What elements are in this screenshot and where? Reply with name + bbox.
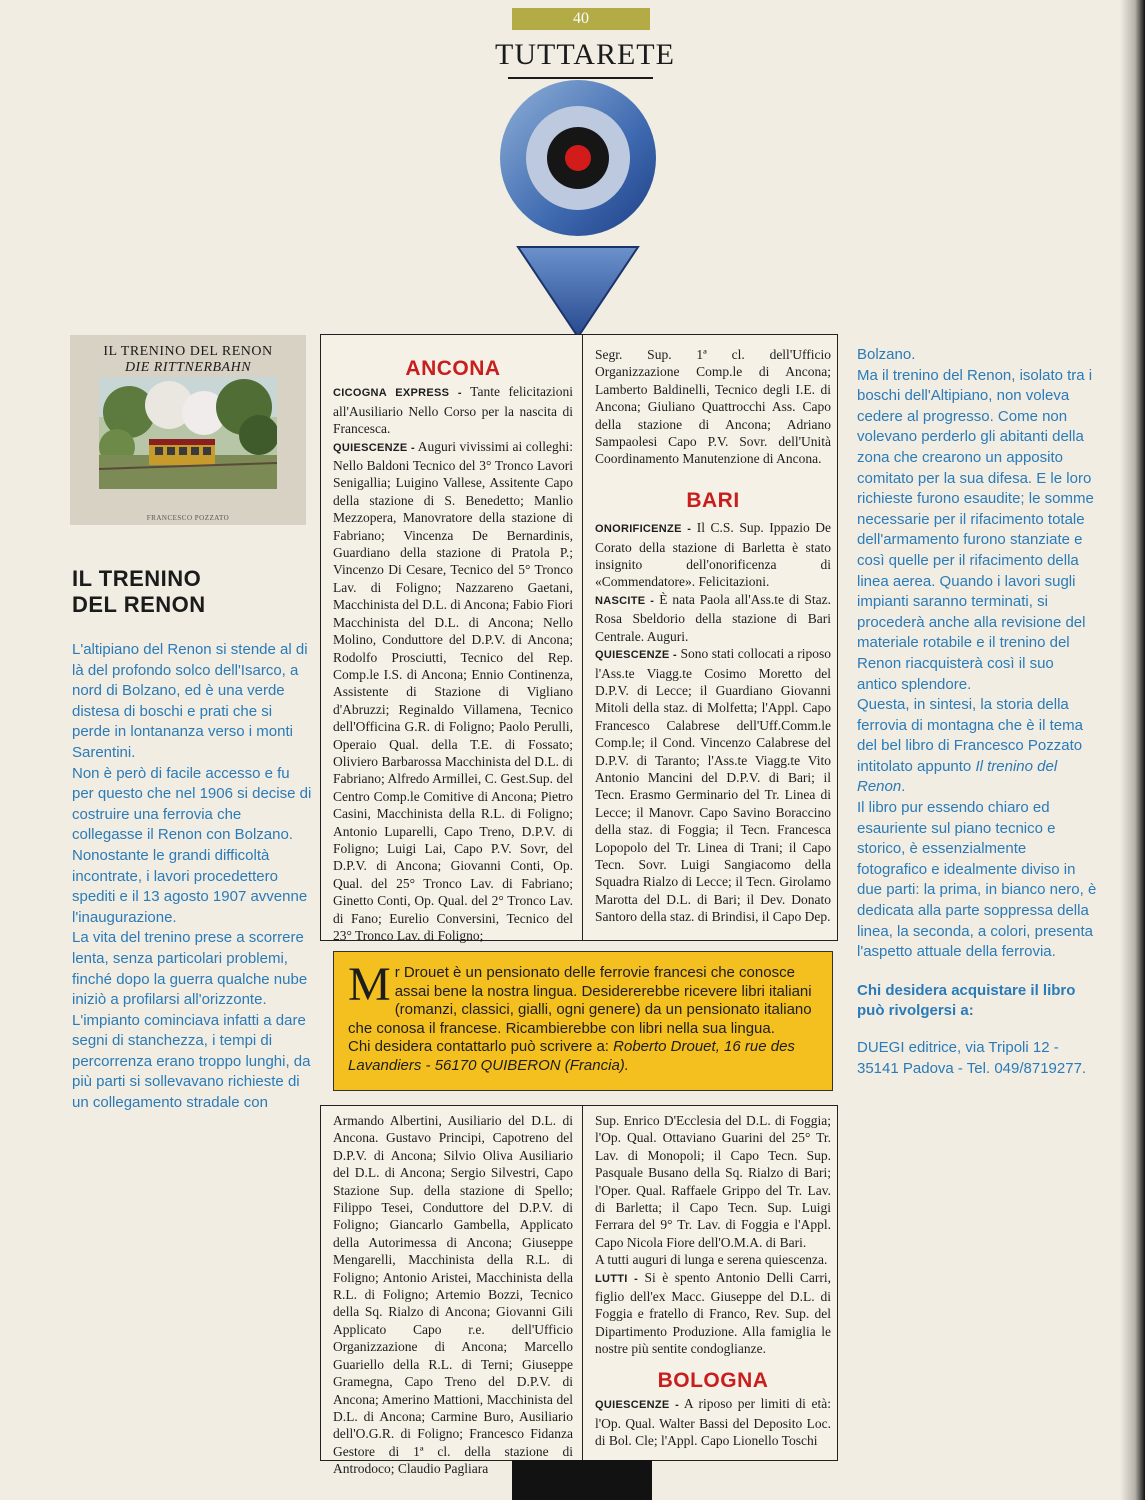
- article-title: [72, 566, 312, 618]
- article-paragraph: L'altipiano del Renon si stende al di là del profondo solco dell'Isarco, a nord di Bolzano, ed è una verde distesa di boschi e prati che si perde in lontananza verso i monti Sarentini.: [72, 641, 308, 761]
- article-paragraph: Il libro pur essendo chiaro ed esauriente sul piano tecnico e storico, è essenzialmente fotografico e idealmente diviso in due parti: la prima, in bianco nero, è dedicata alla parte soppressa della linea, la seconda, a colori, presenta l'aspetto attuale della ferrovia.: [857, 799, 1097, 961]
- news-column-3: [333, 1112, 573, 1478]
- news-column-1: [333, 357, 573, 944]
- reader-notice: [333, 951, 833, 1091]
- article-text: Questa, in sintesi, la storia della ferrovia di montagna che è il tema del bel libro di Francesco Pozzato intitolato appunto: [857, 696, 1083, 775]
- article-title-line-1: IL TRENINO: [72, 566, 202, 591]
- city-heading-bari: BARI: [686, 488, 740, 512]
- news-keyword: ONORIFICENZE -: [595, 523, 692, 536]
- notice-contact: Chi desidera contattarlo può scrivere a:: [348, 1038, 614, 1055]
- news-text: Tante felicitazioni all'Ausiliario Nello Corso per la nascita di Francesca.: [333, 384, 573, 437]
- article-paragraph: Non è però di facile accesso e fu per questo che nel 1906 si decise di costruire una ferrovia che collegasse il Renon con Bolzano. Nonostante le grandi difficoltà incontrate, i lavori procedettero spediti e il 13 agosto 1907 avvenne l'inaugurazione.: [72, 764, 312, 926]
- signal-triangle: [518, 247, 638, 337]
- article-text: .: [901, 778, 906, 796]
- news-item: [595, 1395, 831, 1449]
- news-item: Segr. Sup. 1ª cl. dell'Ufficio Organizzazione Comp.le di Ancona; Lamberto Baldinelli, Tecnico degli I.E. di Ancona; Giuliano Quattrocchi Ass. Capo della stazione di Ancona; Adriano Sampaolesi Capo P.V. Sovr. dell'Unità Coordinamento Manutenzione di Ancona.: [595, 347, 831, 467]
- rail-signal-graphic: [480, 75, 670, 345]
- section-title: TUTTARETE: [495, 38, 675, 71]
- news-text: Sono stati collocati a riposo l'Ass.te Viagg.te Cosimo Moretto del D.P.V. di Lecce; il Guardiano Giovanni Mitoli della staz. di Molfetta; l'Appl. Capo Francesco Calabrese dell'Uff.Comm.le Comp.le; il Cond. Vincenzo Calabrese del D.P.V. di Taranto; l'Ass.te Viagg.te Vito Antonio Mancini del D.P.V. di Bari; il Tecn. Erasmo Germinario del Tr. Linea di Lecce; il Manovr. Capo Savino Boraccino della staz. di Foggia; il Tecn. Francesca Lopopolo del Tr. Linea di Trani; il Capo Tecn. Sovr. Luigi Sangiacomo della Squadra Rialzo di Lecce; il Tecn. Girolamo Marotta del D.L. di Bari; il Dev. Donato Santoro della staz. di Brindisi, il Capo Dep.: [595, 646, 831, 925]
- photo-caption-title: IL TRENINO DEL RENON: [103, 344, 273, 359]
- news-text: Auguri vivissimi ai colleghi: Nello Baldoni Tecnico del 3° Tronco Lavori Senigallia; Luigino Vallese, Assitente Capo della stazione di S. Benedetto; Manlio Mezzopera, Manovratore della stazione di Fabriano; Vincenza De Bernardinis, Guardiano della stazione di Pratola P.; Vincenzo Di Cesare, Tecnico del 5° Tronco Lav. di Foligno; Nazzareno Gaetani, Macchinista del D.L. di Ancona; Fabio Fiori Macchinista del D.L. di Ancona; Nello Molino, Conduttore del D.P.V. di Ancona; Rodolfo Prosciutti, Tecnico del Rep. Comp.le I.S. di Ancona; Ennio Continenza, Assistente di Stazione di Vigliano d'Abruzzi; Reginaldo Villamena, Tecnico dell'Officina G.R. di Foligno; Paolo Perulli, Operaio Qual. della T.E. di Fossato; Oliviero Barbarossa Macchinista del D.L. di Fabriano; Alfredo Armillei, C. Gest.Sup. del Centro Comp.le Comitive di Ancona; Pietro Casini, Macchinista della R.L. di Foligno; Antonio Luparelli, Capo Treno, D.P.V. di Foligno; Luigi Lai, Capo P.V. Sovr, del D.P.V. di Ancona; Giovanni Conti, Op. Qual. del 25° Tronco Lav. di Fabriano; Ginetto Conti, Op. Qual. del 2° Tronco Lav. di Fano; Eurelio Conversini, Tecnico del 23° Tronco Lav. di Foligno;: [333, 438, 573, 943]
- column-divider: [582, 334, 583, 941]
- signal-red-light: [565, 145, 591, 171]
- news-keyword: QUIESCENZE -: [595, 649, 677, 662]
- news-column-2: [595, 346, 831, 926]
- news-text: Si è spento Antonio Delli Carri, figlio dell'ex Macc. Giuseppe del D.L. di Foggia e fratello di Franco, Rev. Sup. del Dipartimento Produzione. Alla famiglia le nostre più sentite condoglianze.: [595, 1269, 831, 1357]
- article-title-line-2: DEL RENON: [72, 592, 206, 617]
- news-column-4: [595, 1112, 831, 1449]
- news-item: [595, 1269, 831, 1358]
- news-item: [333, 438, 573, 945]
- train-photo: [99, 377, 277, 489]
- city-heading-ancona: ANCONA: [405, 357, 501, 380]
- news-item: Armando Albertini, Ausiliario del D.L. di Ancona. Gustavo Principi, Capotreno del D.P.V. di Ancona; Silvio Oliva Ausiliario del D.L. di Ancona; Sergio Silvestri, Capo Stazione Sup. della stazione di Spello; Filippo Tesei, Conduttore del D.P.V. di Foligno; Giancarlo Gambella, Applicato della Autorimessa di Ancona; Giuseppe Mengarelli, Macchinista della R.L. di Foligno; Antonio Aristei, Macchinista della R.L. di Foligno; Artemio Bozzi, Tecnico della Sq. Rialzo di Ancona; Giovanni Gili Applicato Capo r.e. dell'Ufficio Organizzazione di Ancona; Marcello Guariello della R.L. di Terni; Giuseppe Gramegna, Capo Treno del D.P.V. di Ancona; Amerino Mattioni, Macchinista del D.L. di Ancona; Carmine Buro, Ausiliario dell'O.G.R. di Foligno; Francesco Fidanza Gestore di 1ª cl. della stazione di Antrodoco; Claudio Pagliara: [333, 1113, 573, 1477]
- notice-address: Roberto Drouet, 16 rue des Lavandiers - 56170 QUIBERON (Francia).: [348, 1038, 795, 1074]
- page-edge-shadow: [1120, 0, 1145, 1500]
- drop-cap: M: [348, 958, 391, 1011]
- article-right-column: [857, 345, 1097, 1079]
- news-keyword: CICOGNA EXPRESS -: [333, 387, 462, 400]
- page-number: 40: [512, 8, 650, 30]
- publisher-address: DUEGI editrice, via Tripoli 12 - 35141 Padova - Tel. 049/8719277.: [857, 1039, 1087, 1077]
- news-item: [333, 383, 573, 437]
- photo-caption-subtitle: DIE RITTNERBAHN: [124, 360, 252, 375]
- news-item: [595, 591, 831, 645]
- bottom-bar: [512, 1460, 652, 1500]
- city-heading-bologna: BOLOGNA: [657, 1368, 769, 1392]
- article-paragraph: [857, 695, 1097, 798]
- news-text: Il C.S. Sup. Ippazio De Corato della stazione di Barletta è stato insignito dell'onorificenza di «Commendatore». Felicitazioni.: [595, 520, 831, 590]
- news-keyword: QUIESCENZE -: [595, 1399, 680, 1412]
- news-item: A tutti auguri di lunga e serena quiescenza.: [595, 1252, 828, 1268]
- book-title: Il trenino del Renon: [857, 757, 1058, 796]
- article-paragraph: Ma il trenino del Renon, isolato tra i boschi dell'Altipiano, non voleva cedere al progresso. Come non volevano perderlo gli abitanti della zona che crearono un apposito comitato per la sua difesa. E le loro richieste furono esaudite; le somme necessarie per il rifacimento totale dell'armamento furono stanziate e così quelle per il rifacimento della linea aerea. Quando i lavori sugli impianti saranno terminati, si procederà anche alla revisione del materiale rotabile e il trenino del Renon riacquisterà così il suo antico splendore.: [857, 366, 1094, 693]
- news-item: Sup. Enrico D'Ecclesia del D.L. di Foggia; l'Op. Qual. Ottaviano Guarini del 25° Tr. Lav. di Monopoli; il Capo Tecn. Sup. Pasquale Busano della Sq. Rialzo di Bari; l'Oper. Qual. Raffaele Grippo del Tr. Lav. di Barletta; il Capo Tecn. Sup. Luigi Ferrara del 9° Tr. Lav. di Foggia e l'Appl. Capo Nicola Fiore dell'O.M.A. di Bari.: [595, 1113, 831, 1250]
- photo-credit: FRANCESCO POZZATO: [146, 514, 230, 522]
- news-keyword: LUTTI -: [595, 1272, 639, 1285]
- notice-text: r Drouet è un pensionato delle ferrovie francesi che conosce assai bene la nostra lingua. Desidererebbe ricevere libri italiani (romanzi, classici, gialli, ogni genere) da un pensionato italiano che conosa il francese. Ricambierebbe con libri nella sua lingua.: [348, 964, 812, 1037]
- purchase-heading: Chi desidera acquistare il libro può rivolgersi a:: [857, 981, 1076, 1020]
- news-item: [595, 645, 831, 926]
- news-text: È nata Paola all'Ass.te di Staz. Rosa Sbeldorio della stazione di Bari Centrale. Auguri.: [595, 591, 831, 644]
- article-paragraph: La vita del trenino prese a scorrere lenta, senza particolari problemi, finché dopo la guerra qualche nube iniziò a profilarsi all'orizzonte. L'impianto cominciava infatti a dare segni di stanchezza, i tempi di percorrenza erano troppo lunghi, da più parti si sollevavano richieste di un collegamento stradale con: [72, 929, 311, 1112]
- news-keyword: NASCITE -: [595, 594, 655, 607]
- article-paragraph: Bolzano.: [857, 346, 916, 363]
- column-divider: [582, 1105, 583, 1461]
- news-text: A riposo per limiti di età: l'Op. Qual. Walter Bassi del Deposito Loc. di Bol. Cle; l'Appl. Capo Lionello Toschi: [595, 1396, 831, 1448]
- article-left-column: [72, 640, 312, 1114]
- news-keyword: QUIESCENZE -: [333, 441, 415, 454]
- news-item: [595, 519, 831, 591]
